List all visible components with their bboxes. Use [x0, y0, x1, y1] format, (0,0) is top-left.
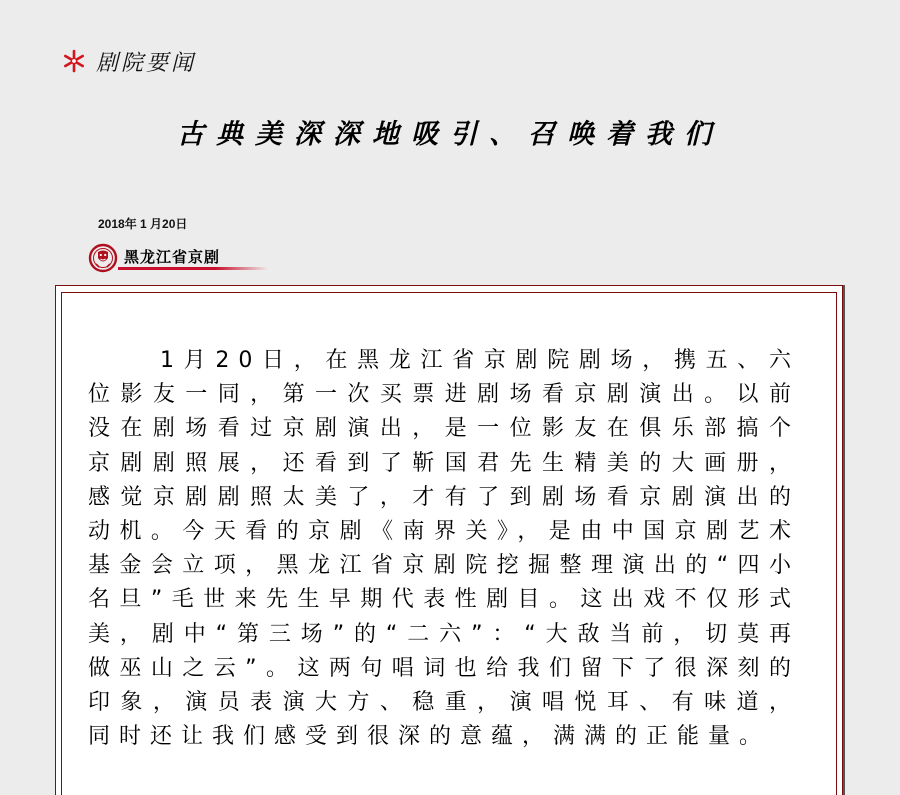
section-title: 剧院要闻: [96, 50, 197, 76]
article-body: 1月20日，在黑龙江省京剧院剧场，携五、六位影友一同，第一次买票进剧场看京剧演出。以前没在剧场看过京剧演出，是一位影友在俱乐部搞个京剧剧照展，还看到了靳国君先生精美的大画册，感觉京剧剧照太美了，才有了到剧场看京剧演出的动机。今天看的京剧《南界关》，是由中国京剧艺术基金会立项，黑龙江省京剧院挖掘整理演出的“四小名旦”毛世来先生早期代表性剧目。这出戏不仅形式美，剧中“第三场”的“二六”：“大敌当前，切莫再做巫山之云”。这两句唱词也给我们留下了很深刻的印象，演员表演大方、稳重，演唱悦耳、有味道，同时还让我们感受到很深的意蕴，满满的正能量。: [88, 348, 800, 750]
source-name: 黑龙江省京剧: [124, 248, 221, 266]
article-headline: 古典美深深地吸引、召唤着我们: [177, 119, 723, 150]
red-asterisk-icon: [62, 49, 86, 73]
publish-date: 2018年 1 月20日: [98, 217, 188, 231]
section-header: [62, 44, 196, 78]
theatre-logo-icon: [88, 243, 118, 273]
source-underline: [118, 267, 268, 270]
